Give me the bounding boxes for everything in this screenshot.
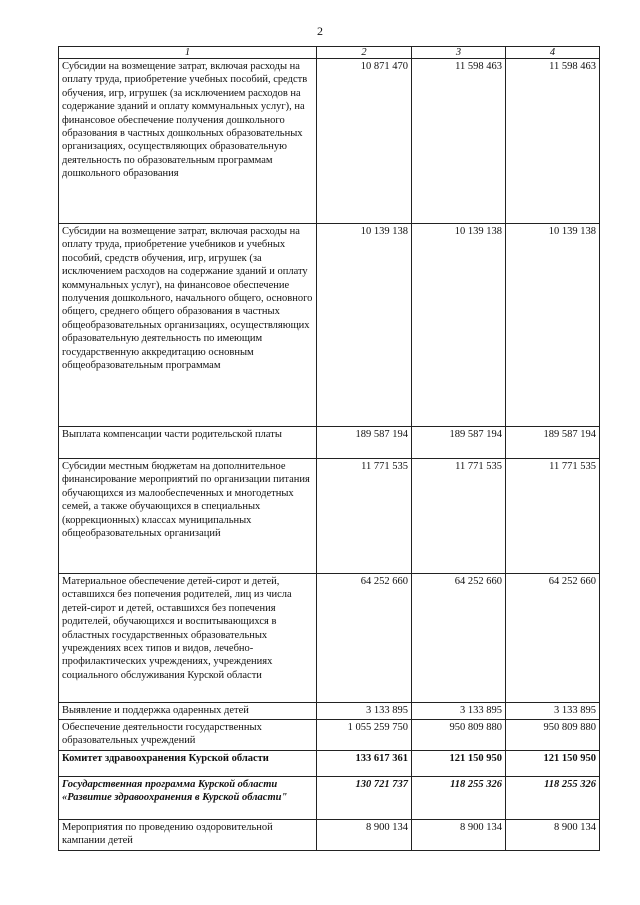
- row-name: Субсидии на возмещение затрат, включая расходы на оплату труда, приобретение учебных пособий, средств обучения, игр, игрушек (за исключением расходов на содержание зданий и оплату коммунальных услуг), на финансовое обеспечение получения дошкольного образования в частных дошкольных образовательных организациях, осуществляющих образовательную деятельность по образовательным программам дошкольного образования: [59, 59, 317, 224]
- header-col-2: 2: [317, 47, 412, 59]
- budget-table: [58, 46, 600, 851]
- table-row: [59, 459, 600, 574]
- row-value-col-2: 8 900 134: [317, 820, 412, 851]
- table-row: [59, 59, 600, 224]
- header-col-1: 1: [59, 47, 317, 59]
- row-name: Субсидии на возмещение затрат, включая расходы на оплату труда, приобретение учебников и учебных пособий, средств обучения, игр, игрушек (за исключением расходов на содержание зданий и оплату коммунальных услуг), на финансовое обеспечение получения дошкольного, начального общего, основного общего, среднего общего образования в частных общеобразовательных организациях, осуществляющих образовательную деятельность по имеющим государственную аккредитацию основным общеобразовательным программам: [59, 224, 317, 427]
- row-value-col-3: 118 255 326: [412, 777, 506, 820]
- page-number: 2: [317, 24, 323, 38]
- row-value-col-2: 64 252 660: [317, 574, 412, 703]
- row-value-col-2: 189 587 194: [317, 427, 412, 459]
- table-row-department: [59, 751, 600, 777]
- row-value-col-4: 121 150 950: [506, 751, 600, 777]
- table-header-row: [59, 47, 600, 59]
- row-value-col-3: 950 809 880: [412, 720, 506, 751]
- table-row: [59, 427, 600, 459]
- row-value-col-4: 3 133 895: [506, 703, 600, 720]
- row-value-col-2: 3 133 895: [317, 703, 412, 720]
- row-value-col-3: 121 150 950: [412, 751, 506, 777]
- table-row: [59, 820, 600, 851]
- row-value-col-4: 64 252 660: [506, 574, 600, 703]
- header-col-3: 3: [412, 47, 506, 59]
- header-col-4: 4: [506, 47, 600, 59]
- row-value-col-4: 11 771 535: [506, 459, 600, 574]
- row-value-col-3: 8 900 134: [412, 820, 506, 851]
- table-row: [59, 574, 600, 703]
- row-value-col-4: 8 900 134: [506, 820, 600, 851]
- row-value-col-4: 11 598 463: [506, 59, 600, 224]
- row-value-col-2: 130 721 737: [317, 777, 412, 820]
- row-name: Мероприятия по проведению оздоровительной кампании детей: [59, 820, 317, 851]
- row-value-col-4: 950 809 880: [506, 720, 600, 751]
- row-name: Субсидии местным бюджетам на дополнительное финансирование мероприятий по организации питания обучающихся из малообеспеченных и многодетных семей, а также обучающихся в специальных (коррекционных) классах муниципальных общеобразовательных организаций: [59, 459, 317, 574]
- row-name: Комитет здравоохранения Курской области: [59, 751, 317, 777]
- row-name: Государственная программа Курской области «Развитие здравоохранения в Курской области": [59, 777, 317, 820]
- row-value-col-3: 3 133 895: [412, 703, 506, 720]
- row-value-col-2: 11 771 535: [317, 459, 412, 574]
- row-name: Выявление и поддержка одаренных детей: [59, 703, 317, 720]
- row-value-col-2: 10 139 138: [317, 224, 412, 427]
- row-name: Выплата компенсации части родительской платы: [59, 427, 317, 459]
- row-value-col-4: 189 587 194: [506, 427, 600, 459]
- row-name: Материальное обеспечение детей-сирот и детей, оставшихся без попечения родителей, лиц из числа детей-сирот и детей, оставшихся без попечения родителей, обучающихся и воспитывающихся в областных государственных образовательных учреждениях всех типов и видов, лечебно-профилактических учреждениях, учреждениях социального обслуживания Курской области: [59, 574, 317, 703]
- row-value-col-3: 11 771 535: [412, 459, 506, 574]
- row-value-col-3: 64 252 660: [412, 574, 506, 703]
- row-value-col-3: 189 587 194: [412, 427, 506, 459]
- row-value-col-4: 10 139 138: [506, 224, 600, 427]
- row-name: Обеспечение деятельности государственных образовательных учреждений: [59, 720, 317, 751]
- table-row: [59, 720, 600, 751]
- table-row-program: [59, 777, 600, 820]
- table-row: [59, 224, 600, 427]
- row-value-col-2: 1 055 259 750: [317, 720, 412, 751]
- row-value-col-3: 10 139 138: [412, 224, 506, 427]
- row-value-col-2: 133 617 361: [317, 751, 412, 777]
- table-row: [59, 703, 600, 720]
- row-value-col-2: 10 871 470: [317, 59, 412, 224]
- row-value-col-4: 118 255 326: [506, 777, 600, 820]
- row-value-col-3: 11 598 463: [412, 59, 506, 224]
